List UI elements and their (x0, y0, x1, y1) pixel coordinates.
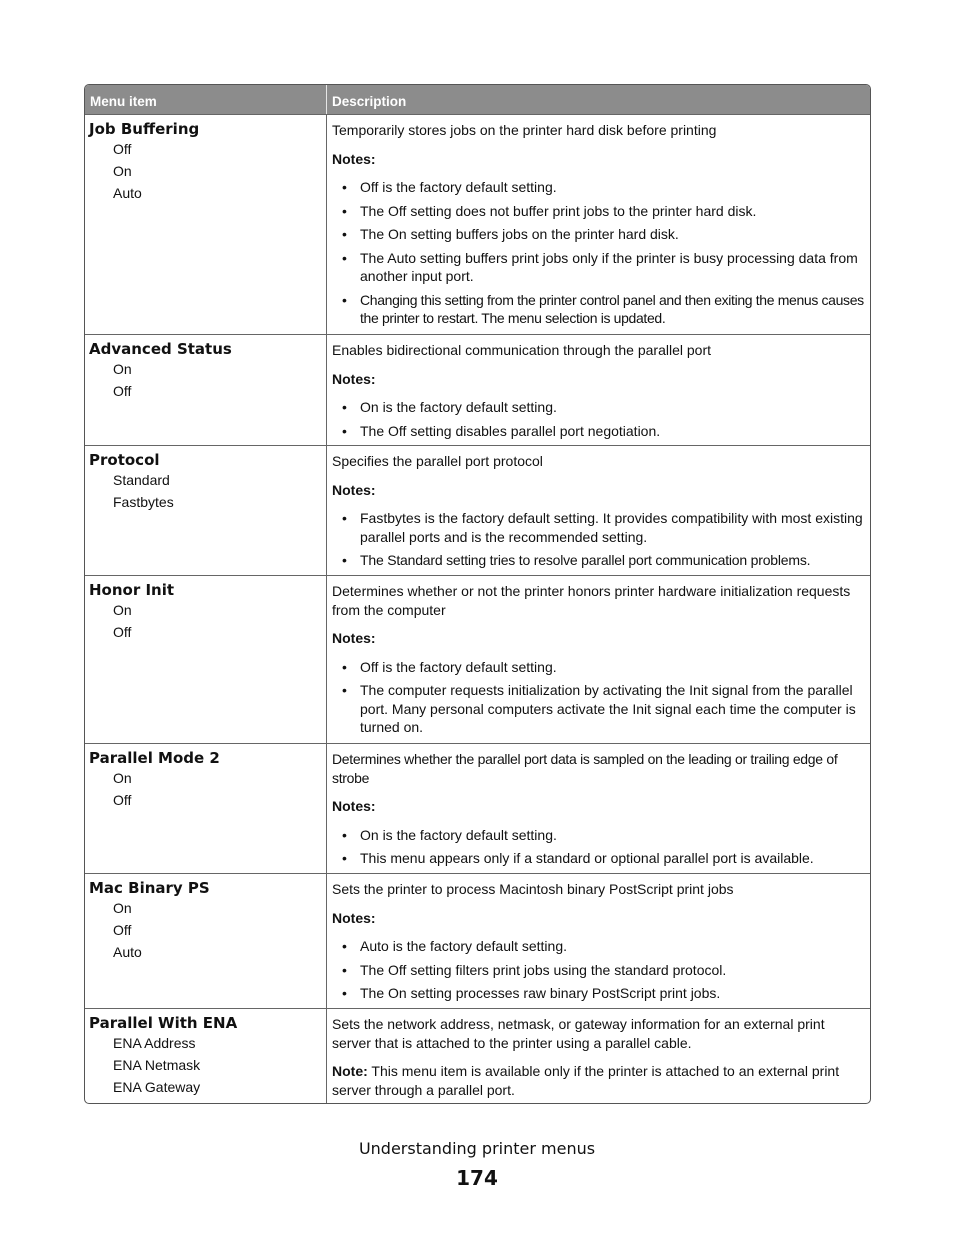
note-item: • The computer requests initialization by activating the Init signal from the parallel port. Many personal computers activate the Init signal each time the computer is turned on. (332, 681, 866, 737)
notes-list (332, 178, 866, 328)
menu-item-title: Protocol (89, 451, 160, 469)
notes-list (332, 658, 866, 737)
table-row (85, 1008, 870, 1103)
menu-option: On (113, 361, 132, 377)
table-row (85, 334, 870, 445)
notes-list (332, 826, 866, 868)
description-cell (327, 446, 870, 575)
description-text: Enables bidirectional communication through the parallel port (332, 342, 711, 358)
notes-label: Notes: (332, 630, 376, 646)
menu-item-cell (85, 446, 327, 575)
menu-item-cell (85, 744, 327, 873)
notes-label: Notes: (332, 909, 376, 926)
menu-item-title: Mac Binary PS (89, 879, 210, 897)
notes-label: Notes: (332, 370, 376, 387)
menu-option: On (113, 770, 132, 786)
description-text: Temporarily stores jobs on the printer hard disk before printing (332, 122, 717, 138)
description-text: Determines whether or not the printer honors printer hardware initialization requests from the computer (332, 583, 851, 618)
note-item: • The On setting processes raw binary PostScript print jobs. (332, 984, 866, 1003)
description-text: Sets the network address, netmask, or gateway information for an external print server that is attached to the printer using a parallel cable. (332, 1016, 825, 1051)
menu-option: On (113, 602, 132, 618)
menu-item-cell (85, 1009, 327, 1103)
note-item: • Fastbytes is the factory default setting. It provides compatibility with most existing parallel ports and is the recommended setting. (332, 509, 866, 546)
menu-option: On (113, 163, 132, 179)
description-cell (327, 744, 870, 873)
menu-item-title: Advanced Status (89, 340, 232, 358)
note-label: Note: (332, 1063, 368, 1079)
note-item: • The Standard setting tries to resolve parallel port communication problems. (332, 551, 866, 570)
description-cell (327, 1009, 870, 1103)
description-cell (327, 874, 870, 1008)
menu-item-title: Job Buffering (89, 120, 200, 138)
note-text: This menu item is available only if the printer is attached to an external print server through a parallel port. (332, 1063, 840, 1098)
note-item: • Off is the factory default setting. (332, 658, 866, 677)
note-item: • The Off setting does not buffer print jobs to the printer hard disk. (332, 202, 866, 221)
menu-option: Off (113, 141, 132, 157)
menu-option: ENA Address (113, 1035, 196, 1051)
menu-option: Off (113, 624, 132, 640)
table-header (85, 85, 870, 114)
description-text: Determines whether the parallel port data is sampled on the leading or trailing edge of strobe (332, 751, 838, 786)
menu-option: On (113, 900, 132, 916)
menu-item-cell (85, 115, 327, 334)
note-item: • On is the factory default setting. (332, 398, 866, 417)
menu-option: Fastbytes (113, 494, 174, 510)
menu-option: Standard (113, 472, 170, 488)
notes-label: Notes: (332, 150, 376, 167)
menu-option: ENA Gateway (113, 1079, 201, 1095)
menu-item-cell (85, 335, 327, 445)
menu-option: Auto (113, 185, 142, 201)
table-row (85, 873, 870, 1008)
note-item: • The Off setting filters print jobs using the standard protocol. (332, 961, 866, 980)
notes-list (332, 509, 866, 570)
note-item: • Auto is the factory default setting. (332, 937, 866, 956)
menu-table (84, 84, 871, 1104)
note-item: • The Auto setting buffers print jobs only if the printer is busy processing data from another input port. (332, 249, 866, 286)
menu-option: ENA Netmask (113, 1057, 201, 1073)
note-item: • Off is the factory default setting. (332, 178, 866, 197)
description-text: Sets the printer to process Macintosh binary PostScript print jobs (332, 881, 734, 897)
table-row (85, 114, 870, 334)
description-cell (327, 335, 870, 445)
table-row (85, 575, 870, 743)
notes-list (332, 937, 866, 1003)
header-menu-item: Menu item (85, 85, 327, 114)
note-paragraph (332, 1062, 866, 1099)
description-cell (327, 115, 870, 334)
menu-option: Off (113, 383, 132, 399)
description-cell (327, 576, 870, 743)
footer-section-title: Understanding printer menus (358, 1139, 596, 1158)
menu-option: Off (113, 792, 132, 808)
header-description: Description (332, 94, 407, 109)
menu-item-cell (85, 576, 327, 743)
table-row (85, 743, 870, 873)
note-item: • The On setting buffers jobs on the printer hard disk. (332, 225, 866, 244)
note-item: • Changing this setting from the printer control panel and then exiting the menus causes the printer to restart. The menu selection is updated. (332, 291, 866, 328)
page-number: 174 (456, 1166, 498, 1190)
note-item: • On is the factory default setting. (332, 826, 866, 845)
menu-item-title: Honor Init (89, 581, 175, 599)
notes-list (332, 398, 866, 440)
menu-option: Off (113, 922, 132, 938)
notes-label: Notes: (332, 798, 376, 814)
note-item: • This menu appears only if a standard or optional parallel port is available. (332, 849, 866, 868)
menu-item-title: Parallel With ENA (89, 1014, 238, 1032)
menu-option: Auto (113, 944, 142, 960)
table-row (85, 445, 870, 575)
description-text: Specifies the parallel port protocol (332, 453, 543, 469)
notes-label: Notes: (332, 481, 376, 498)
menu-item-title: Parallel Mode 2 (89, 749, 220, 767)
note-item: • The Off setting disables parallel port negotiation. (332, 422, 866, 441)
menu-item-cell (85, 874, 327, 1008)
